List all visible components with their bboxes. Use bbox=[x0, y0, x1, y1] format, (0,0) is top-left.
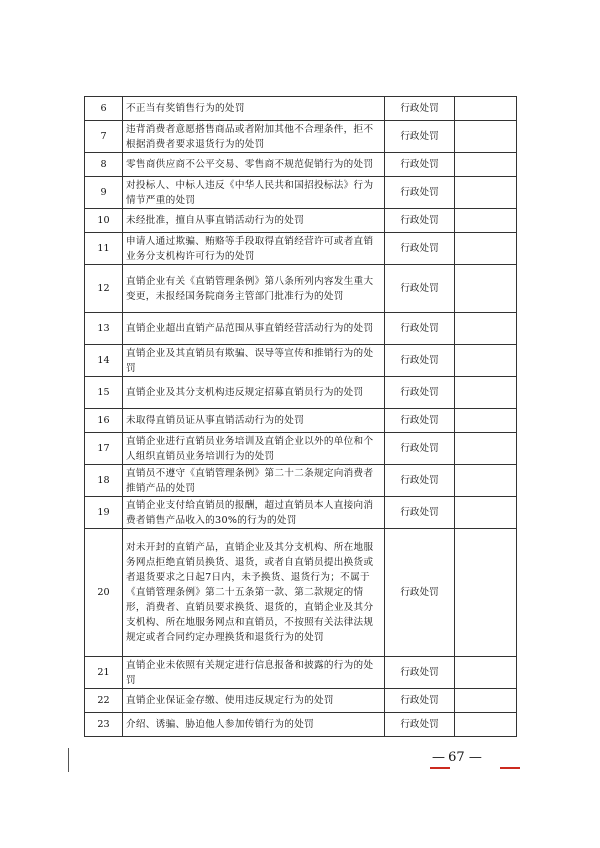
item-remark bbox=[455, 265, 517, 313]
item-name: 介绍、诱骗、胁迫他人参加传销行为的处罚 bbox=[123, 713, 385, 737]
item-remark bbox=[455, 497, 517, 529]
item-remark bbox=[455, 97, 517, 121]
row-number: 22 bbox=[85, 689, 123, 713]
item-category: 行政处罚 bbox=[385, 377, 455, 409]
row-number: 7 bbox=[85, 121, 123, 153]
table-row bbox=[85, 529, 517, 657]
item-name: 违背消费者意愿搭售商品或者附加其他不合理条件，拒不根据消费者要求退货行为的处罚 bbox=[123, 121, 385, 153]
item-name: 直销企业有关《直销管理条例》第八条所列内容发生重大变更，未报经国务院商务主管部门批准行为的处罚 bbox=[123, 265, 385, 313]
row-number: 10 bbox=[85, 209, 123, 233]
page-number: 67 bbox=[448, 750, 465, 765]
item-name: 直销企业保证金存缴、使用违反规定行为的处罚 bbox=[123, 689, 385, 713]
row-number: 23 bbox=[85, 713, 123, 737]
item-remark bbox=[455, 657, 517, 689]
item-name: 直销企业支付给直销员的报酬，超过直销员本人直接向消费者销售产品收入的30%的行为的处罚 bbox=[123, 497, 385, 529]
row-number: 11 bbox=[85, 233, 123, 265]
item-remark bbox=[455, 153, 517, 177]
item-category: 行政处罚 bbox=[385, 209, 455, 233]
table-row bbox=[85, 465, 517, 497]
table-row bbox=[85, 177, 517, 209]
item-category: 行政处罚 bbox=[385, 121, 455, 153]
item-name: 对未开封的直销产品，直销企业及其分支机构、所在地服务网点拒绝直销员换货、退货，或者自直销员提出换货或者退货要求之日起7日内，未予换货、退货行为；不属于《直销管理条例》第二十五条第一款、第二款规定的情形，消费者、直销员要求换货、退货的，直销企业及其分支机构、所在地服务网点和直销员，不按照有关法律法规规定或者合同约定办理换货和退货行为的处罚 bbox=[123, 529, 385, 657]
item-category: 行政处罚 bbox=[385, 177, 455, 209]
item-remark bbox=[455, 233, 517, 265]
item-category: 行政处罚 bbox=[385, 529, 455, 657]
table-row bbox=[85, 713, 517, 737]
row-number: 14 bbox=[85, 345, 123, 377]
table-row bbox=[85, 497, 517, 529]
item-category: 行政处罚 bbox=[385, 689, 455, 713]
footer-accent-right bbox=[500, 767, 520, 769]
table-row bbox=[85, 313, 517, 345]
table-row bbox=[85, 97, 517, 121]
item-category: 行政处罚 bbox=[385, 497, 455, 529]
row-number: 9 bbox=[85, 177, 123, 209]
item-category: 行政处罚 bbox=[385, 313, 455, 345]
row-number: 17 bbox=[85, 433, 123, 465]
item-name: 直销企业及其分支机构违反规定招募直销员行为的处罚 bbox=[123, 377, 385, 409]
row-number: 20 bbox=[85, 529, 123, 657]
footer-dash-left: — bbox=[432, 750, 444, 765]
item-category: 行政处罚 bbox=[385, 233, 455, 265]
row-number: 19 bbox=[85, 497, 123, 529]
item-remark bbox=[455, 529, 517, 657]
page-footer bbox=[432, 750, 481, 765]
item-remark bbox=[455, 465, 517, 497]
table-row bbox=[85, 409, 517, 433]
item-name: 不正当有奖销售行为的处罚 bbox=[123, 97, 385, 121]
row-number: 13 bbox=[85, 313, 123, 345]
table-row bbox=[85, 153, 517, 177]
item-remark bbox=[455, 689, 517, 713]
row-number: 21 bbox=[85, 657, 123, 689]
item-name: 对投标人、中标人违反《中华人民共和国招投标法》行为情节严重的处罚 bbox=[123, 177, 385, 209]
table-row bbox=[85, 209, 517, 233]
table-row bbox=[85, 345, 517, 377]
table-row bbox=[85, 265, 517, 313]
item-remark bbox=[455, 409, 517, 433]
item-name: 直销企业进行直销员业务培训及直销企业以外的单位和个人组织直销员业务培训行为的处罚 bbox=[123, 433, 385, 465]
item-category: 行政处罚 bbox=[385, 409, 455, 433]
item-category: 行政处罚 bbox=[385, 657, 455, 689]
table-row bbox=[85, 689, 517, 713]
item-name: 直销企业超出直销产品范围从事直销经营活动行为的处罚 bbox=[123, 313, 385, 345]
item-table-body bbox=[85, 97, 517, 737]
item-category: 行政处罚 bbox=[385, 433, 455, 465]
item-remark bbox=[455, 713, 517, 737]
item-name: 直销企业未依照有关规定进行信息报备和披露的行为的处罚 bbox=[123, 657, 385, 689]
item-remark bbox=[455, 377, 517, 409]
item-name: 零售商供应商不公平交易、零售商不规范促销行为的处罚 bbox=[123, 153, 385, 177]
item-name: 直销员不遵守《直销管理条例》第二十二条规定向消费者推销产品的处罚 bbox=[123, 465, 385, 497]
footer-dash-right: — bbox=[468, 750, 481, 765]
item-category: 行政处罚 bbox=[385, 345, 455, 377]
item-category: 行政处罚 bbox=[385, 153, 455, 177]
item-category: 行政处罚 bbox=[385, 97, 455, 121]
row-number: 6 bbox=[85, 97, 123, 121]
item-remark bbox=[455, 177, 517, 209]
item-remark bbox=[455, 433, 517, 465]
item-name: 未取得直销员证从事直销活动行为的处罚 bbox=[123, 409, 385, 433]
row-number: 16 bbox=[85, 409, 123, 433]
item-remark bbox=[455, 121, 517, 153]
footer-accent-left bbox=[430, 767, 450, 769]
item-category: 行政处罚 bbox=[385, 713, 455, 737]
table-row bbox=[85, 433, 517, 465]
row-number: 15 bbox=[85, 377, 123, 409]
item-remark bbox=[455, 313, 517, 345]
table-row bbox=[85, 121, 517, 153]
item-name: 未经批准，擅自从事直销活动行为的处罚 bbox=[123, 209, 385, 233]
row-number: 12 bbox=[85, 265, 123, 313]
item-category: 行政处罚 bbox=[385, 465, 455, 497]
binding-margin-line bbox=[68, 748, 69, 772]
table-row bbox=[85, 377, 517, 409]
row-number: 18 bbox=[85, 465, 123, 497]
item-name: 直销企业及其直销员有欺骗、误导等宣传和推销行为的处罚 bbox=[123, 345, 385, 377]
table-row bbox=[85, 233, 517, 265]
item-remark bbox=[455, 209, 517, 233]
item-table bbox=[84, 96, 517, 737]
item-remark bbox=[455, 345, 517, 377]
table-row bbox=[85, 657, 517, 689]
item-category: 行政处罚 bbox=[385, 265, 455, 313]
row-number: 8 bbox=[85, 153, 123, 177]
item-name: 申请人通过欺骗、贿赂等手段取得直销经营许可或者直销业务分支机构许可行为的处罚 bbox=[123, 233, 385, 265]
